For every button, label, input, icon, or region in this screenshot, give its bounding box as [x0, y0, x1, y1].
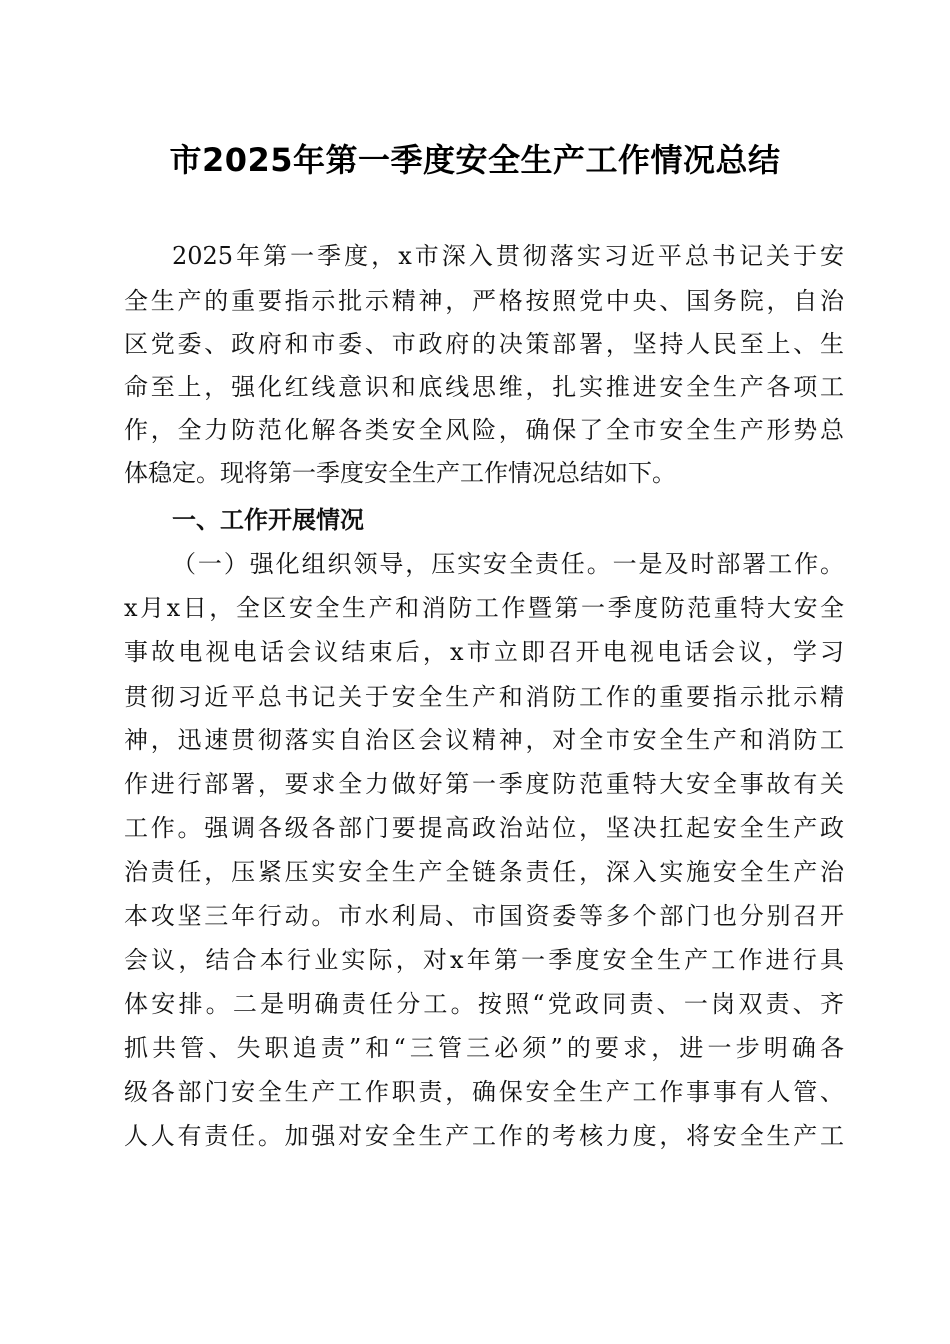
paragraph-line: 人人有责任。加强对安全生产工作的考核力度，将安全生产工 — [124, 1122, 844, 1150]
paragraph-line: 会议，结合本行业实际，对x年第一季度安全生产工作进行具 — [124, 946, 844, 974]
paragraph-line: 区党委、政府和市委、市政府的决策部署，坚持人民至上、生 — [124, 330, 844, 358]
paragraph-line: 作进行部署，要求全力做好第一季度防范重特大安全事故有关 — [124, 770, 844, 798]
paragraph-line: x月x日，全区安全生产和消防工作暨第一季度防范重特大安全 — [124, 594, 844, 622]
paragraph-line: 事故电视电话会议结束后，x市立即召开电视电话会议，学习 — [124, 638, 844, 666]
paragraph-line: 体安排。二是明确责任分工。按照“党政同责、一岗双责、齐 — [124, 990, 844, 1018]
paragraph-line: 2025年第一季度，x市深入贯彻落实习近平总书记关于安 — [172, 242, 844, 270]
section-heading: 一、工作开展情况 — [172, 506, 364, 534]
paragraph-line: 体稳定。现将第一季度安全生产工作情况总结如下。 — [124, 459, 676, 487]
paragraph-line: 治责任，压紧压实安全生产全链条责任，深入实施安全生产治 — [124, 858, 844, 886]
paragraph-line: 神，迅速贯彻落实自治区会议精神，对全市安全生产和消防工 — [124, 726, 844, 754]
paragraph-line: 本攻坚三年行动。市水利局、市国资委等多个部门也分别召开 — [124, 902, 844, 930]
paragraph-line: 作，全力防范化解各类安全风险，确保了全市安全生产形势总 — [124, 416, 844, 444]
paragraph-line: （一）强化组织领导，压实安全责任。一是及时部署工作。 — [172, 550, 844, 578]
document-title: 市2025年第一季度安全生产工作情况总结 — [169, 141, 781, 179]
paragraph-line: 工作。强调各级各部门要提高政治站位，坚决扛起安全生产政 — [124, 814, 844, 842]
paragraph-line: 抓共管、失职追责”和“三管三必须”的要求，进一步明确各 — [124, 1034, 844, 1062]
paragraph-line: 命至上，强化红线意识和底线思维，扎实推进安全生产各项工 — [124, 373, 844, 401]
paragraph-line: 全生产的重要指示批示精神，严格按照党中央、国务院，自治 — [124, 287, 844, 315]
paragraph-line: 级各部门安全生产工作职责，确保安全生产工作事事有人管、 — [124, 1078, 844, 1106]
paragraph-line: 贯彻习近平总书记关于安全生产和消防工作的重要指示批示精 — [124, 683, 844, 711]
